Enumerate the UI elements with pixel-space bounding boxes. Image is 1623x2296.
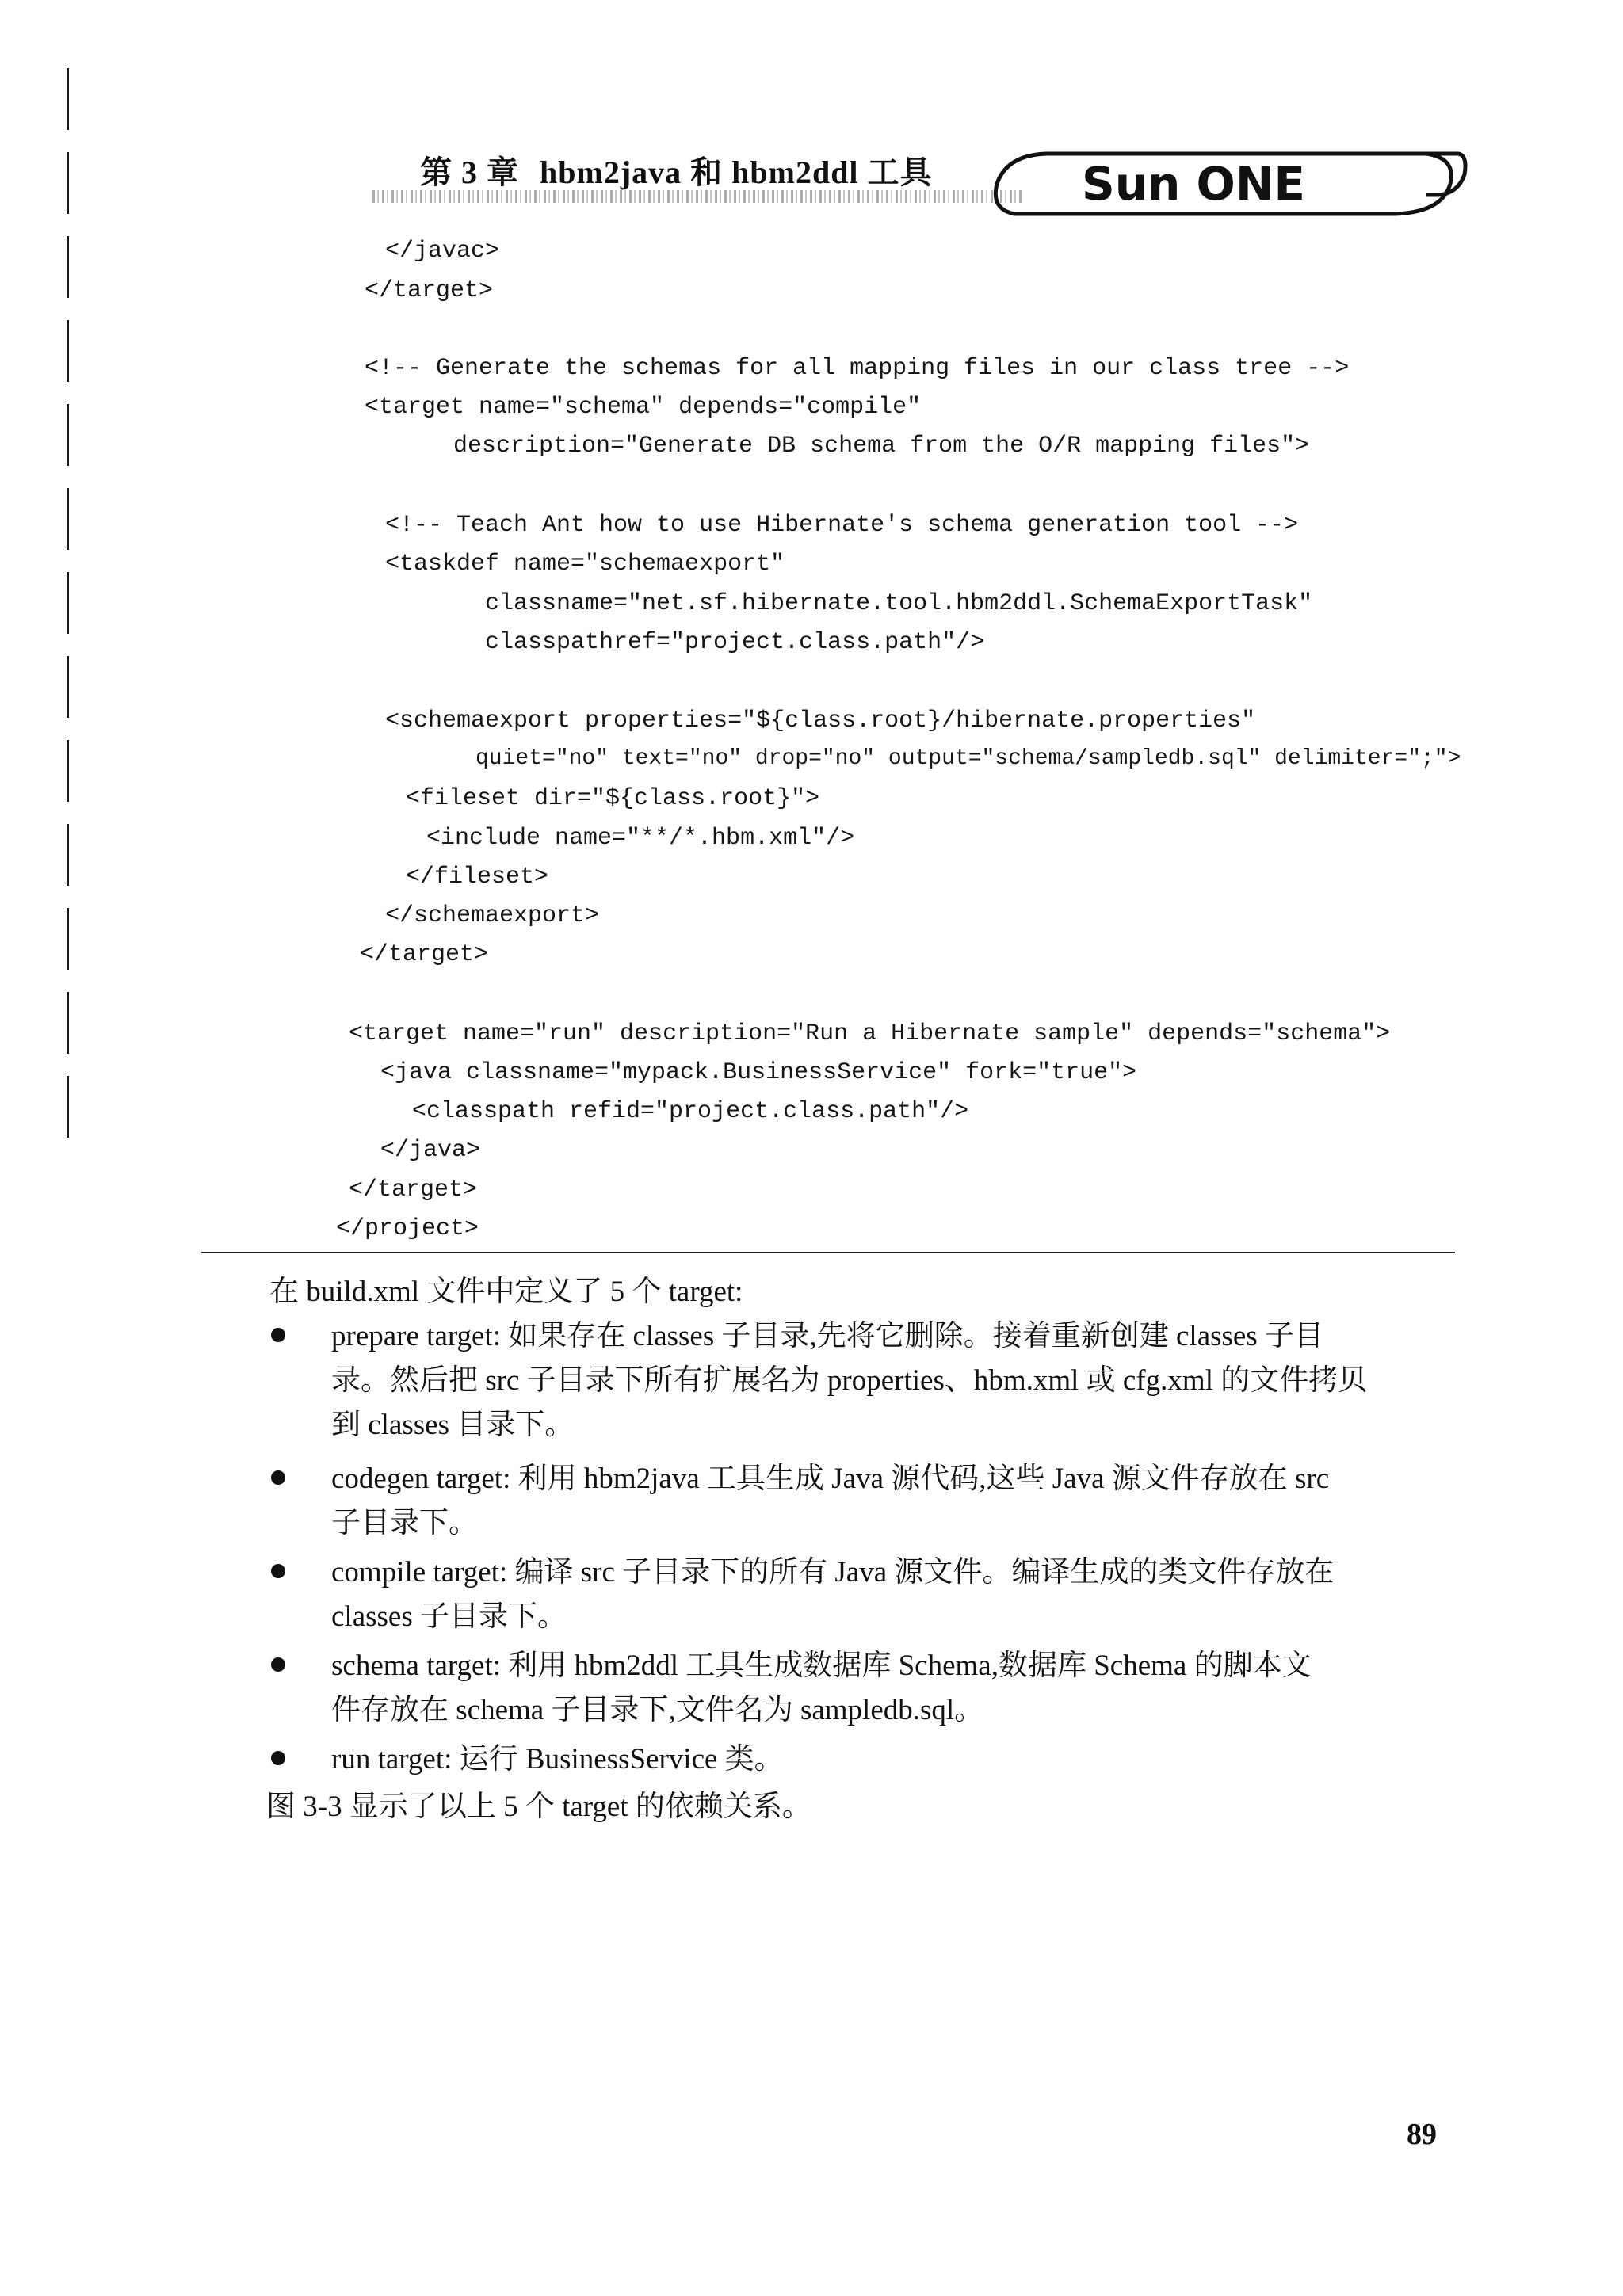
code-line: quiet="no" text="no" drop="no" output="schema/sampledb.sql" delimiter=";"> (475, 746, 1461, 771)
bullet-line: 到 classes 目录下。 (331, 1409, 575, 1441)
bullet-marker (271, 1470, 285, 1485)
code-line: <include name="**/*.hbm.xml"/> (426, 825, 855, 852)
code-line: <taskdef name="schemaexport" (385, 551, 785, 578)
code-line: classname="net.sf.hibernate.tool.hbm2ddl.SchemaExportTask" (485, 590, 1313, 617)
bullet-marker (271, 1564, 285, 1578)
bullet-line: compile target: 编译 src 子目录下的所有 Java 源文件。编译生成的类文件存放在 (331, 1556, 1335, 1589)
bullet-line: 录。然后把 src 子目录下所有扩展名为 properties、hbm.xml 或 cfg.xml 的文件拷贝 (331, 1364, 1368, 1397)
bullet-line: codegen target: 利用 hbm2java 工具生成 Java 源代码,这些 Java 源文件存放在 src (331, 1463, 1330, 1495)
closing-paragraph: 图 3-3 显示了以上 5 个 target 的依赖关系。 (266, 1791, 812, 1823)
bullet-line: 件存放在 schema 子目录下,文件名为 sampledb.sql。 (331, 1694, 984, 1726)
code-line: <!-- Generate the schemas for all mapping files in our class tree --> (365, 355, 1350, 382)
code-line: <classpath refid="project.class.path"/> (412, 1098, 969, 1125)
code-line: </javac> (385, 238, 500, 265)
chapter-title: hbm2java 和 hbm2ddl 工具 (540, 154, 933, 190)
bullet-line: prepare target: 如果存在 classes 子目录,先将它删除。接着重新创建 classes 子目 (331, 1320, 1323, 1352)
code-line: <target name="run" description="Run a Hibernate sample" depends="schema"> (349, 1020, 1391, 1047)
code-line: <!-- Teach Ant how to use Hibernate's schema generation tool --> (385, 512, 1299, 539)
code-line: </project> (336, 1215, 479, 1242)
bullet-marker (271, 1751, 285, 1765)
code-line: <java classname="mypack.BusinessService" fork="true"> (380, 1059, 1137, 1086)
code-line: <fileset dir="${class.root}"> (406, 785, 820, 812)
logo-text: Sun ONE (1082, 157, 1306, 211)
code-line: classpathref="project.class.path"/> (485, 629, 985, 656)
bullet-line: classes 子目录下。 (331, 1600, 567, 1633)
code-line: <schemaexport properties="${class.root}/hibernate.properties" (385, 707, 1256, 734)
bullet-line: 子目录下。 (331, 1507, 478, 1539)
code-line: description="Generate DB schema from the O/R mapping files"> (453, 433, 1310, 460)
code-line: </target> (365, 277, 494, 304)
code-line: <target name="schema" depends="compile" (365, 394, 922, 421)
intro-paragraph: 在 build.xml 文件中定义了 5 个 target: (269, 1276, 743, 1308)
chapter-number: 第 3 章 (420, 154, 519, 190)
code-line: </target> (360, 941, 489, 968)
code-line: </target> (349, 1177, 478, 1203)
code-line: </fileset> (406, 864, 549, 891)
section-divider (201, 1252, 1455, 1253)
bullet-marker (271, 1657, 285, 1672)
bullet-line: run target: 运行 BusinessService 类。 (331, 1743, 784, 1775)
code-line: </java> (380, 1137, 481, 1164)
page-number: 89 (1407, 2118, 1437, 2151)
bullet-marker (271, 1328, 285, 1342)
bullet-line: schema target: 利用 hbm2ddl 工具生成数据库 Schema,数据库 Schema 的脚本文 (331, 1650, 1312, 1682)
code-line: </schemaexport> (385, 902, 600, 929)
